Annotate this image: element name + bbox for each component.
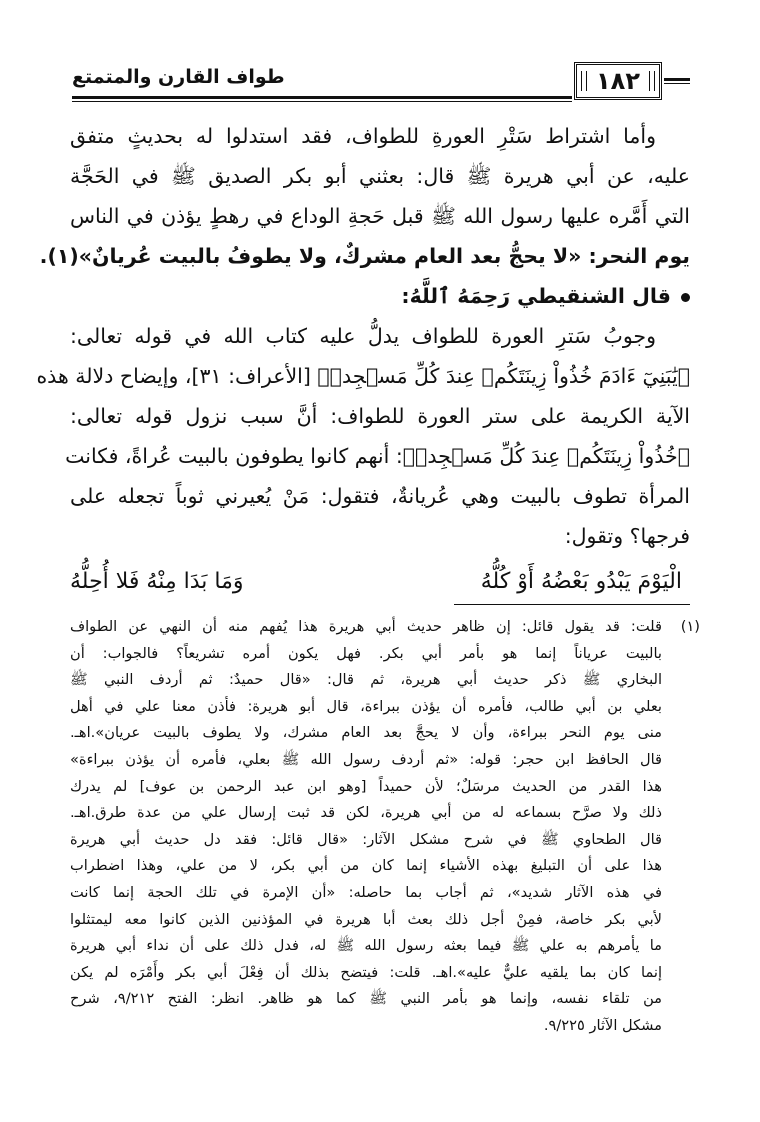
- footnote-line: منى يوم النحر ببراءة، وأن لا يحجَّ بعد العام مشرك، ولا يطوف بالبيت عريان».اهـ.: [70, 724, 662, 742]
- verse-second-hemistich: وَمَا بَدَا مِنْهُ فَلا أُحِلُّهُ: [70, 569, 244, 594]
- footnote-line: في هذه الآثار شديد»، ثم أجاب بما حاصله: «أن الإمرة في تلك الحجة إنما كانت: [70, 883, 662, 901]
- header-rule-thin: [72, 101, 572, 102]
- paragraph-line: الآية الكريمة على ستر العورة للطواف: أنَّ سبب نزول قوله تعالى:: [70, 404, 690, 428]
- paragraph-line: وأما اشتراط سَتْرِ العورةِ للطواف، فقد استدلوا له بحديثٍ متفق: [70, 124, 656, 148]
- header-rule: [72, 96, 572, 99]
- footnote-line: بالبيت عرياناً إنما هو بأمر أبي بكر. فهل يكون أمره تشريعاً؟ فالجواب: أن: [70, 644, 662, 662]
- footnote-line: لأبي بكر خاصة، فمِنْ أجل ذلك بعث أبا هريرة في المؤذنين الذين كانوا معه ليمتثلوا: [70, 910, 662, 928]
- footnote-line: قال الطحاوي ﷺ في شرح مشكل الآثار: «قال قائل: فقد دل حديث أبي هريرة: [70, 830, 662, 848]
- header-rule-right: [664, 78, 690, 81]
- footnote-line: البخاري ﷺ ذكر حديث أبي هريرة، ثم قال: «قال حميدٌ: ثم أردف النبي ﷺ: [70, 671, 662, 689]
- footnote-line: ما يأمرهم به علي ﷺ فيما بعثه رسول الله ﷺ له، فدل ذلك على أن نداء أبي هريرة: [70, 937, 662, 955]
- paragraph-line: عليه، عن أبي هريرة ﷺ قال: بعثني أبو بكر الصديق ﷺ في الحَجَّة: [70, 164, 690, 188]
- footnotes: [70, 614, 700, 1040]
- section-heading-text: قال الشنقيطي رَحِمَهُ ٱللَّهُ:: [401, 284, 671, 308]
- paragraph-line: المرأة تطوف بالبيت وهي عُريانةٌ، فتقول: مَنْ يُعيرني ثوباً تجعله على: [70, 484, 690, 508]
- page-number-frame: [574, 62, 662, 100]
- paragraph-line: فرجها؟ وتقول:: [564, 524, 690, 548]
- main-text: [36, 116, 690, 608]
- paragraph-line: التي أَمَّره عليها رسول الله ﷺ قبل حَجةِ الوداع في رهطٍ يؤذن في الناس: [70, 204, 690, 228]
- footnote-line: بعلي بن أبي طالب، فأمره أن يؤذن ببراءة، قال أبو هريرة: فأذن معنا علي في أهل: [70, 697, 662, 715]
- verse-first-hemistich: الْيَوْمَ يَبْدُو بَعْضُهُ أَوْ كُلُّهُ: [480, 569, 682, 594]
- footnote-marker: (١): [680, 618, 700, 635]
- header-rule-right-thin: [664, 83, 690, 84]
- hadith-line: يوم النحر: «لا يحجُّ بعد العام مشركٌ، ولا يطوفُ بالبيت عُريانٌ»(١).: [39, 244, 690, 268]
- poetry-verse: [70, 556, 690, 608]
- footnote-separator: [454, 604, 690, 605]
- footnote-line: من تلقاء نفسه، وإنما هو بأمر النبي ﷺ كما هو ظاهر. انظر: الفتح ٩/٢١٢، شرح: [70, 990, 662, 1008]
- footnote-line: هذا على أن التبليغ بهذه الأشياء إنما كان من أبي بكر، لا من علي، وهذا اضطراب: [70, 857, 662, 875]
- paragraph-line: وجوبُ سَترِ العورة للطواف يدلُّ عليه كتاب الله في قوله تعالى:: [70, 324, 656, 348]
- footnote-line: قال الحافظ ابن حجر: قوله: «ثم أردف رسول الله ﷺ بعلي، فأمره أن يؤذن ببراءة»: [70, 750, 662, 768]
- section-heading: [70, 276, 690, 316]
- footnote-line: [70, 614, 700, 641]
- footnote-line-text: قلت: قد يقول قائل: إن ظاهر حديث أبي هريرة هذا يُفهم منه أن النهي عن الطواف: [70, 618, 662, 635]
- footnote-line: إنما كان بما يلقيه عليٌّ عليه».اهـ. قلت: فيتضح بذلك أن فِعْلَ أبي بكر وأَمْرَه لم يكن: [70, 963, 662, 981]
- running-header: [72, 58, 690, 104]
- footnote-line: مشكل الآثار ٩/٢٢٥.: [543, 1016, 662, 1034]
- footnote-line: ذلك ولا صرَّح بسماعه له من أبي هريرة، لكن قد ثبت إرسال علي من عدة طرق.اهـ.: [70, 804, 662, 822]
- book-title: طواف القارن والمتمتع: [72, 66, 285, 88]
- footnote-line: هذا القدر من الحديث مرسَلٌ؛ لأن حميداً [وهو ابن عبد الرحمن بن عوف] لم يدرك: [70, 777, 662, 795]
- quran-line: ﴿خُذُواْ زِينَتَكُمۡ عِندَ كُلِّ مَسۡجِدٖ﴾: أنهم كانوا يطوفون بالبيت عُراةً، فكانت: [65, 444, 690, 468]
- bullet-icon: [681, 293, 690, 302]
- quran-line: ﴿يَٰبَنِيٓ ءَادَمَ خُذُواْ زِينَتَكُمۡ عِندَ كُلِّ مَسۡجِدٖ﴾ [الأعراف: ٣١]، وإيضاح دلالة هذه: [36, 364, 690, 388]
- page-number: ١٨٢: [596, 67, 640, 95]
